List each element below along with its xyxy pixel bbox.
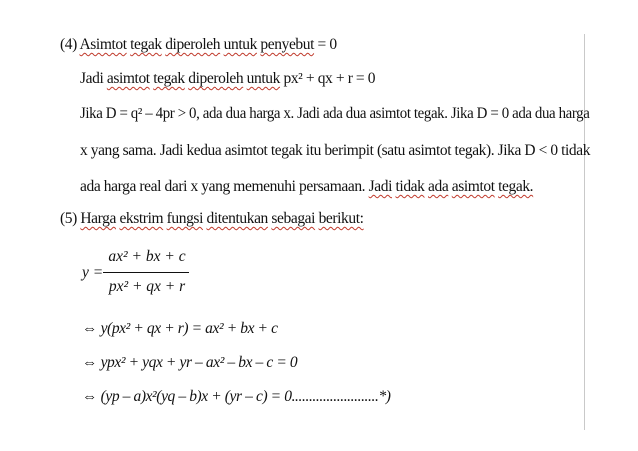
word: Harga <box>80 210 116 227</box>
word: asimtot <box>451 178 495 195</box>
word: Asimtot <box>79 36 127 53</box>
word: tegak <box>153 70 185 87</box>
text-span: ada harga real dari x yang memenuhi persamaan. <box>80 178 366 195</box>
word: = 0 <box>317 36 337 53</box>
equation-text: px² + qx + r = 0 <box>283 70 376 87</box>
item-number: (4) <box>60 36 77 53</box>
item4-line2 <box>80 70 375 88</box>
word: fungsi <box>166 210 203 227</box>
word: asimtot <box>106 70 150 87</box>
item-number: (5) <box>60 210 77 227</box>
word: ekstrim <box>119 210 164 227</box>
item4-line5 <box>80 178 533 196</box>
equation-1: ⇔ y(px² + qx + r) = ax² + bx + c <box>82 320 278 337</box>
word: Jadi <box>80 70 104 87</box>
fraction-bar <box>103 272 189 273</box>
word: ditentukan <box>206 210 268 227</box>
word: untuk <box>246 70 280 87</box>
y-equals: y = <box>82 264 104 281</box>
item5-heading <box>60 210 364 228</box>
equation-3: ⇔ (yp – a)x²(yq – b)x + (yr – c) = 0.........................*) <box>82 388 391 405</box>
word: tidak <box>395 178 425 195</box>
word: penyebut <box>260 36 315 53</box>
word: Jadi <box>368 178 393 195</box>
word: tegak. <box>498 178 534 195</box>
item4-line1 <box>60 36 337 54</box>
word: sebagai <box>271 210 316 227</box>
page-edge-line <box>584 34 585 430</box>
item4-line3: Jika D = q² – 4pr > 0, ada dua harga x. Jadi ada dua asimtot tegak. Jika D = 0 ada dua harga <box>80 105 590 122</box>
fraction-numerator: ax² + bx + c <box>108 248 186 265</box>
equation-2: ⇔ ypx² + yqx + yr – ax² – bx – c = 0 <box>82 354 298 371</box>
word: ada <box>427 178 449 195</box>
word: diperoleh <box>188 70 244 87</box>
fraction-denominator: px² + qx + r <box>108 278 186 295</box>
word: tegak <box>130 36 162 53</box>
word: untuk <box>223 36 257 53</box>
word: berikut: <box>318 210 364 227</box>
item4-line4: x yang sama. Jadi kedua asimtot tegak itu berimpit (satu asimtot tegak). Jika D < 0 tidak <box>80 142 591 159</box>
word: diperoleh <box>165 36 221 53</box>
